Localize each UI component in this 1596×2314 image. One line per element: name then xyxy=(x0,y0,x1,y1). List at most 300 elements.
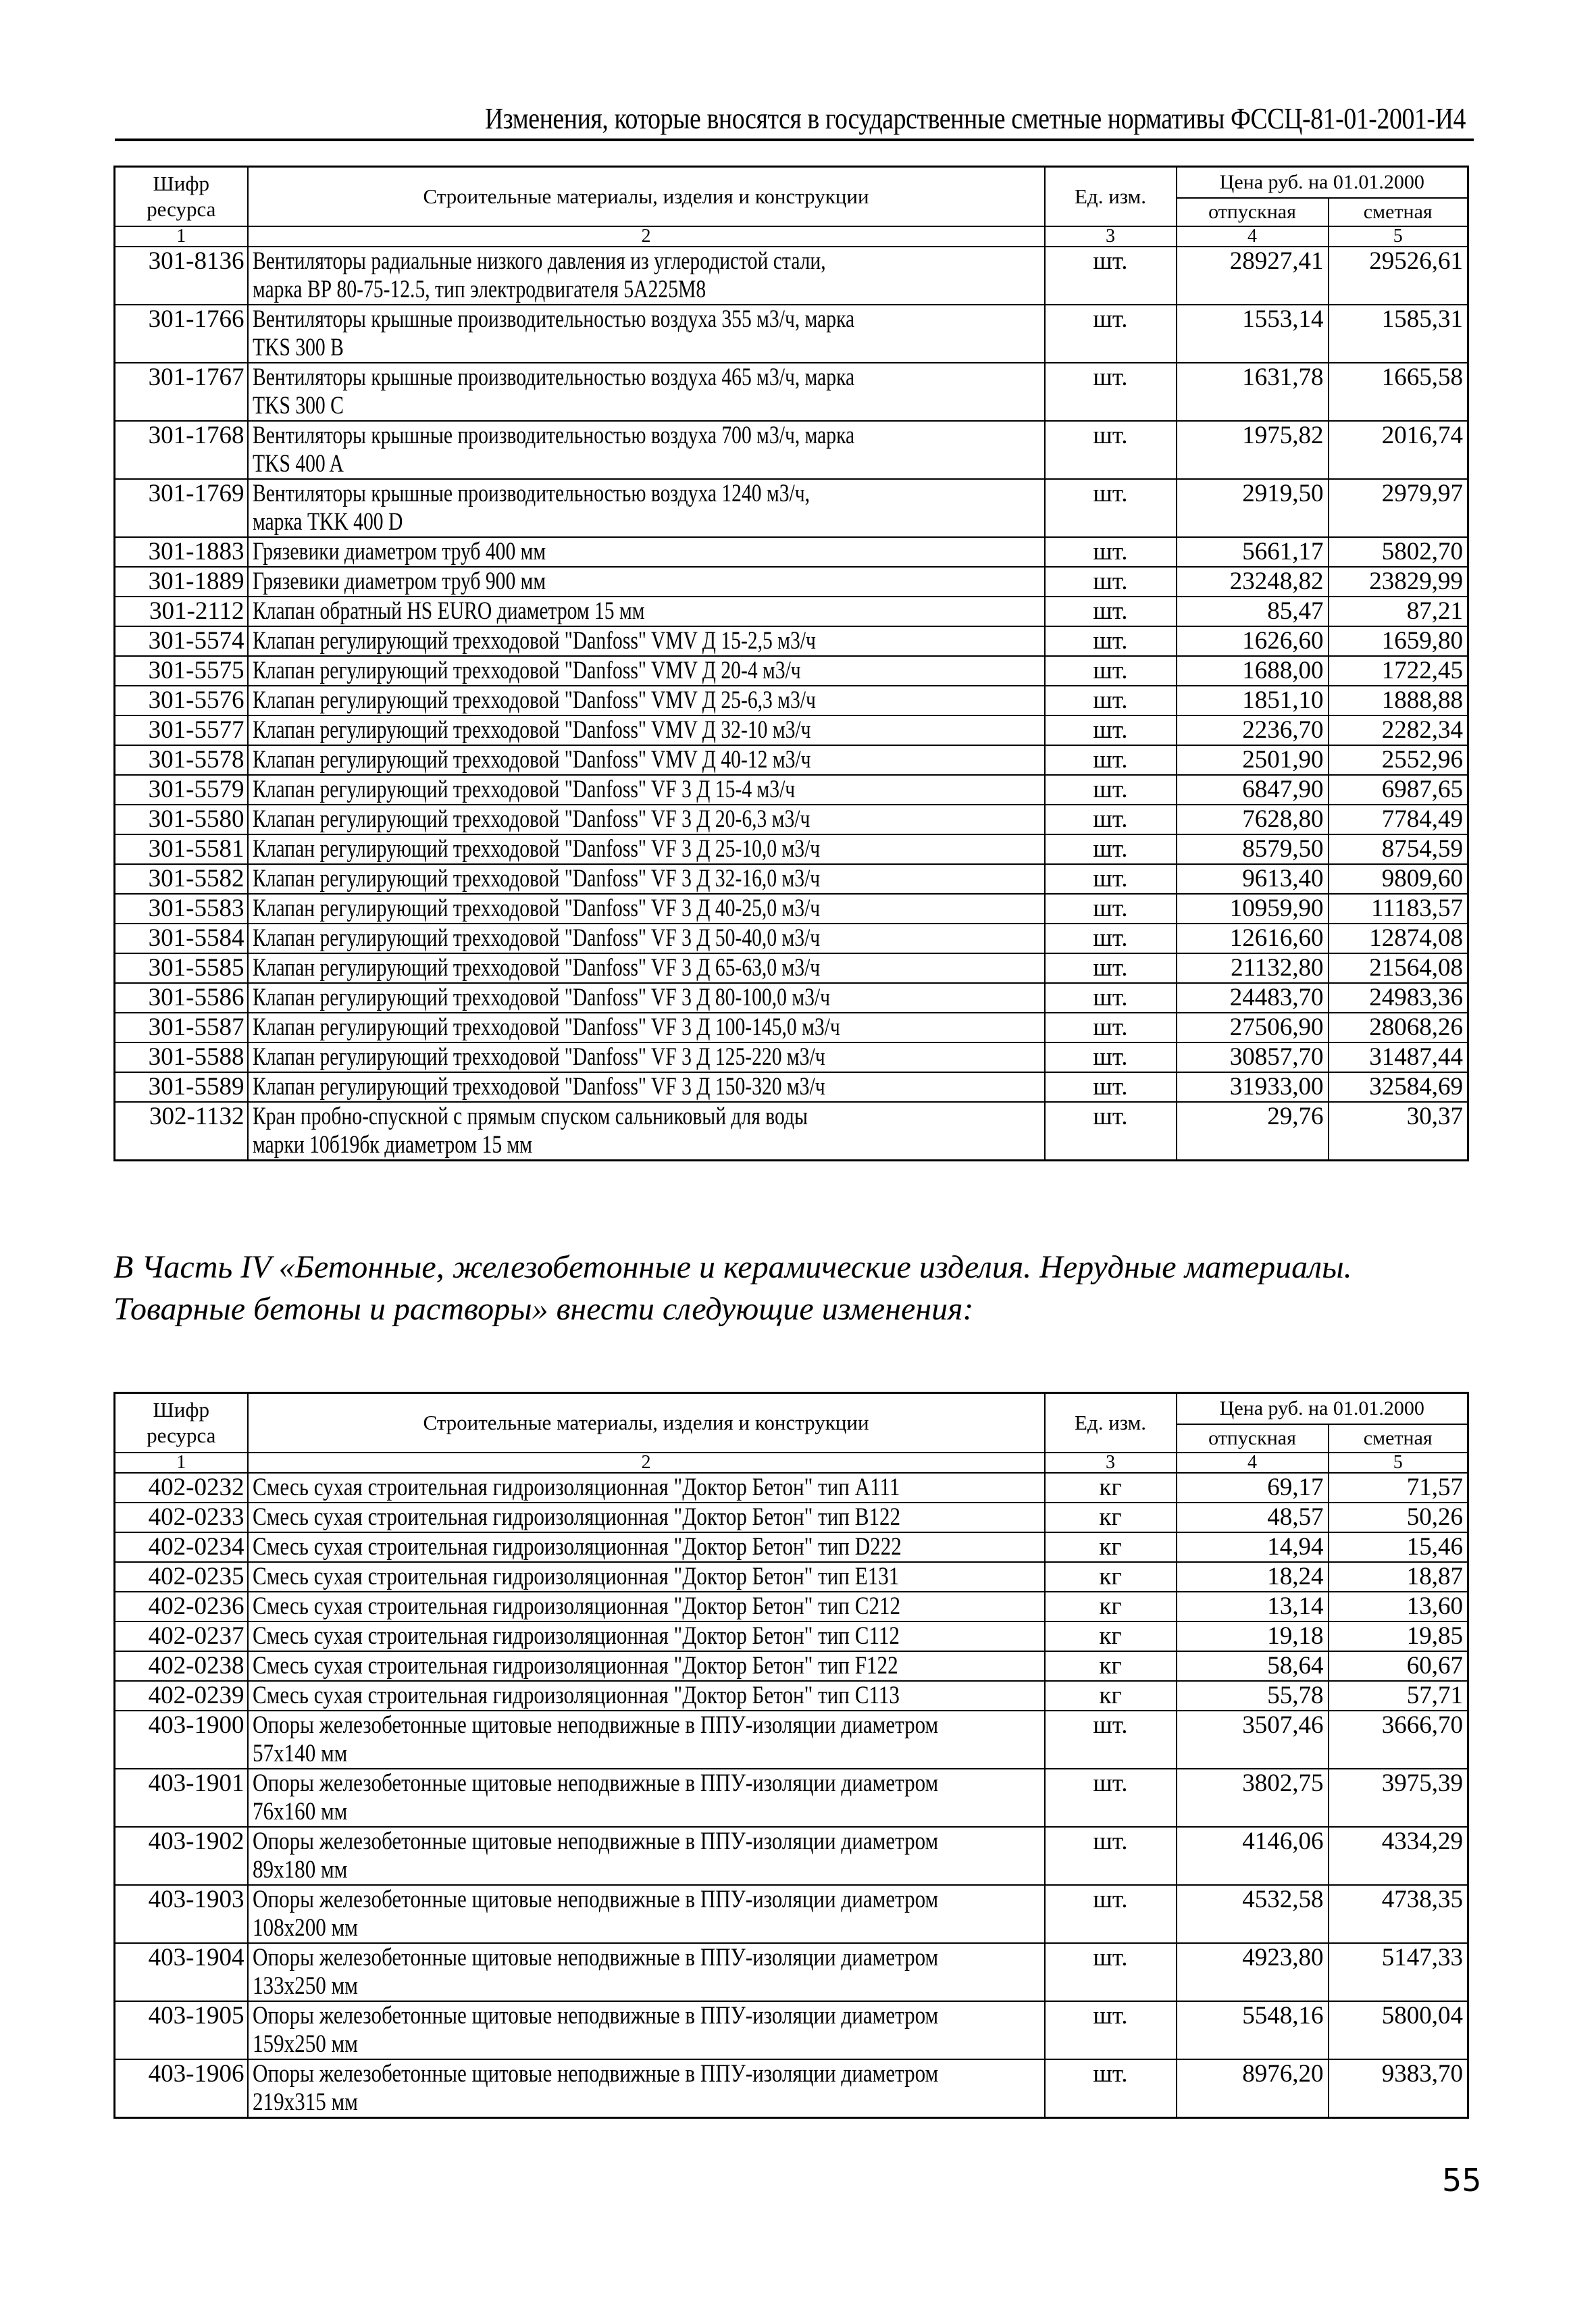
cell-price-release: 14,94 xyxy=(1177,1532,1329,1562)
page-number: 55 xyxy=(1442,2162,1482,2198)
cell-unit: шт. xyxy=(1045,1885,1177,1943)
cell-code: 301-2112 xyxy=(115,597,248,626)
cell-code: 301-5585 xyxy=(115,953,248,983)
table-row xyxy=(115,1681,1468,1711)
table-row xyxy=(115,1503,1468,1532)
cell-unit: шт. xyxy=(1045,2059,1177,2118)
cell-name xyxy=(248,1072,1045,1102)
cell-price-release: 1851,10 xyxy=(1177,686,1329,715)
name-line-2: TKS 400 A xyxy=(252,449,344,478)
cell-name xyxy=(248,2059,1045,2118)
table-row xyxy=(115,894,1468,924)
cell-price-estimate: 23829,99 xyxy=(1329,567,1468,597)
cell-price-release: 58,64 xyxy=(1177,1651,1329,1681)
cell-price-estimate: 28068,26 xyxy=(1329,1013,1468,1042)
cell-code: 402-0236 xyxy=(115,1592,248,1621)
cell-name xyxy=(248,2001,1045,2059)
name-line-1: Смесь сухая строительная гидроизоляционная "Доктор Бетон" тип C212 xyxy=(252,1592,900,1620)
table-row xyxy=(115,1827,1468,1885)
cell-price-estimate: 2016,74 xyxy=(1329,421,1468,479)
cell-unit: шт. xyxy=(1045,1072,1177,1102)
name-line-1: Смесь сухая строительная гидроизоляционная "Доктор Бетон" тип F122 xyxy=(252,1651,898,1680)
cell-code: 301-1883 xyxy=(115,537,248,567)
table-row xyxy=(115,1711,1468,1769)
table-row xyxy=(115,1562,1468,1592)
col-number: 1 xyxy=(115,1453,248,1473)
table-row xyxy=(115,775,1468,805)
cell-price-release: 3507,46 xyxy=(1177,1711,1329,1769)
cell-code: 402-0239 xyxy=(115,1681,248,1711)
cell-code: 301-8136 xyxy=(115,247,248,305)
cell-name xyxy=(248,686,1045,715)
table-row xyxy=(115,1885,1468,1943)
cell-price-estimate: 4334,29 xyxy=(1329,1827,1468,1885)
col-number: 4 xyxy=(1177,226,1329,247)
cell-name xyxy=(248,1943,1045,2001)
cell-unit: кг xyxy=(1045,1592,1177,1621)
cell-unit: шт. xyxy=(1045,247,1177,305)
table-row xyxy=(115,363,1468,421)
col-header-unit: Ед. изм. xyxy=(1045,167,1177,226)
table-row xyxy=(115,2001,1468,2059)
cell-price-release: 7628,80 xyxy=(1177,805,1329,834)
cell-price-estimate: 32584,69 xyxy=(1329,1072,1468,1102)
cell-price-release: 69,17 xyxy=(1177,1473,1329,1503)
cell-code: 403-1906 xyxy=(115,2059,248,2118)
cell-code: 402-0233 xyxy=(115,1503,248,1532)
cell-price-estimate: 71,57 xyxy=(1329,1473,1468,1503)
cell-price-release: 19,18 xyxy=(1177,1621,1329,1651)
cell-unit: шт. xyxy=(1045,305,1177,363)
col-number: 5 xyxy=(1329,226,1468,247)
cell-price-release: 8579,50 xyxy=(1177,834,1329,864)
cell-name xyxy=(248,1711,1045,1769)
name-line-1: Клапан регулирующий трехходовой "Danfoss" VF 3 Д 65-63,0 м3/ч xyxy=(252,953,820,982)
table-row xyxy=(115,567,1468,597)
name-line-1: Опоры железобетонные щитовые неподвижные в ППУ-изоляции диаметром xyxy=(252,1943,938,1971)
cell-code: 301-5578 xyxy=(115,745,248,775)
cell-price-release: 2236,70 xyxy=(1177,715,1329,745)
cell-unit: кг xyxy=(1045,1503,1177,1532)
col-header-code: Шифр ресурса xyxy=(115,1393,248,1453)
name-line-1: Опоры железобетонные щитовые неподвижные в ППУ-изоляции диаметром xyxy=(252,2001,938,2030)
cell-price-estimate: 3975,39 xyxy=(1329,1769,1468,1827)
cell-name xyxy=(248,1473,1045,1503)
name-line-1: Клапан регулирующий трехходовой "Danfoss" VMV Д 32-10 м3/ч xyxy=(252,715,810,744)
cell-unit: шт. xyxy=(1045,1827,1177,1885)
cell-name xyxy=(248,1592,1045,1621)
cell-price-release: 28927,41 xyxy=(1177,247,1329,305)
cell-unit: шт. xyxy=(1045,805,1177,834)
name-line-1: Опоры железобетонные щитовые неподвижные в ППУ-изоляции диаметром xyxy=(252,1827,938,1855)
name-line-2: 219x315 мм xyxy=(252,2088,358,2116)
cell-code: 403-1905 xyxy=(115,2001,248,2059)
name-line-2: 57x140 мм xyxy=(252,1739,347,1767)
name-line-1: Клапан регулирующий трехходовой "Danfoss" VF 3 Д 15-4 м3/ч xyxy=(252,775,795,803)
table-row xyxy=(115,924,1468,953)
name-line-2: 89x180 мм xyxy=(252,1855,347,1884)
table-header xyxy=(115,167,1468,247)
name-line-1: Клапан регулирующий трехходовой "Danfoss" VF 3 Д 40-25,0 м3/ч xyxy=(252,894,820,922)
name-line-1: Смесь сухая строительная гидроизоляционная "Доктор Бетон" тип A111 xyxy=(252,1473,900,1501)
table-row xyxy=(115,537,1468,567)
cell-unit: шт. xyxy=(1045,1769,1177,1827)
cell-price-estimate: 31487,44 xyxy=(1329,1042,1468,1072)
col-header-price-estimate: сметная xyxy=(1329,1424,1468,1453)
name-line-1: Грязевики диаметром труб 400 мм xyxy=(252,537,546,565)
cell-price-release: 29,76 xyxy=(1177,1102,1329,1161)
col-header-price-release: отпускная xyxy=(1177,1424,1329,1453)
name-line-2: 76x160 мм xyxy=(252,1797,347,1826)
cell-price-release: 4923,80 xyxy=(1177,1943,1329,2001)
cell-price-estimate: 21564,08 xyxy=(1329,953,1468,983)
cell-price-release: 13,14 xyxy=(1177,1592,1329,1621)
cell-unit: шт. xyxy=(1045,537,1177,567)
col-header-unit: Ед. изм. xyxy=(1045,1393,1177,1453)
name-line-2: 133x250 мм xyxy=(252,1971,358,2000)
cell-unit: шт. xyxy=(1045,864,1177,894)
table-row xyxy=(115,1042,1468,1072)
cell-price-release: 9613,40 xyxy=(1177,864,1329,894)
name-line-1: Клапан регулирующий трехходовой "Danfoss" VMV Д 25-6,3 м3/ч xyxy=(252,686,816,714)
name-line-1: Смесь сухая строительная гидроизоляционная "Доктор Бетон" тип E131 xyxy=(252,1562,899,1590)
cell-unit: шт. xyxy=(1045,745,1177,775)
cell-unit: кг xyxy=(1045,1562,1177,1592)
cell-unit: шт. xyxy=(1045,567,1177,597)
cell-code: 301-5582 xyxy=(115,864,248,894)
cell-name xyxy=(248,247,1045,305)
cell-unit: кг xyxy=(1045,1532,1177,1562)
name-line-1: Смесь сухая строительная гидроизоляционная "Доктор Бетон" тип D222 xyxy=(252,1532,902,1561)
cell-price-estimate: 2979,97 xyxy=(1329,479,1468,537)
col-number: 1 xyxy=(115,226,248,247)
cell-code: 301-5575 xyxy=(115,656,248,686)
cell-name xyxy=(248,1681,1045,1711)
table-row xyxy=(115,421,1468,479)
cell-price-estimate: 12874,08 xyxy=(1329,924,1468,953)
table-row xyxy=(115,1621,1468,1651)
cell-unit: шт. xyxy=(1045,1943,1177,2001)
cell-price-estimate: 3666,70 xyxy=(1329,1711,1468,1769)
cell-name xyxy=(248,1885,1045,1943)
cell-price-release: 48,57 xyxy=(1177,1503,1329,1532)
table-row xyxy=(115,1473,1468,1503)
cell-price-estimate: 1659,80 xyxy=(1329,626,1468,656)
cell-code: 301-5576 xyxy=(115,686,248,715)
cell-price-release: 2501,90 xyxy=(1177,745,1329,775)
cell-name xyxy=(248,597,1045,626)
cell-unit: шт. xyxy=(1045,2001,1177,2059)
cell-unit: шт. xyxy=(1045,656,1177,686)
cell-name xyxy=(248,805,1045,834)
cell-name xyxy=(248,1503,1045,1532)
cell-unit: шт. xyxy=(1045,1042,1177,1072)
table-row xyxy=(115,2059,1468,2118)
cell-code: 301-1889 xyxy=(115,567,248,597)
cell-price-release: 5548,16 xyxy=(1177,2001,1329,2059)
col-number: 2 xyxy=(248,1453,1045,1473)
cell-price-release: 1631,78 xyxy=(1177,363,1329,421)
cell-unit: шт. xyxy=(1045,894,1177,924)
column-number-row xyxy=(115,1453,1468,1473)
cell-price-release: 18,24 xyxy=(1177,1562,1329,1592)
section-heading-line2: Товарные бетоны и растворы» внести следующие изменения: xyxy=(113,1291,974,1327)
name-line-1: Вентиляторы крышные производительностью воздуха 355 м3/ч, марка xyxy=(252,305,854,333)
cell-price-estimate: 2552,96 xyxy=(1329,745,1468,775)
cell-name xyxy=(248,656,1045,686)
name-line-1: Клапан регулирующий трехходовой "Danfoss" VF 3 Д 20-6,3 м3/ч xyxy=(252,805,810,833)
table-row xyxy=(115,834,1468,864)
cell-unit: шт. xyxy=(1045,597,1177,626)
cell-name xyxy=(248,775,1045,805)
cell-price-release: 8976,20 xyxy=(1177,2059,1329,2118)
cell-code: 301-5574 xyxy=(115,626,248,656)
cell-price-release: 3802,75 xyxy=(1177,1769,1329,1827)
cell-code: 301-5583 xyxy=(115,894,248,924)
cell-unit: шт. xyxy=(1045,1102,1177,1161)
cell-price-estimate: 2282,34 xyxy=(1329,715,1468,745)
name-line-1: Клапан регулирующий трехходовой "Danfoss" VF 3 Д 80-100,0 м3/ч xyxy=(252,983,830,1011)
name-line-1: Вентиляторы крышные производительностью воздуха 700 м3/ч, марка xyxy=(252,421,854,449)
cell-name xyxy=(248,894,1045,924)
cell-price-estimate: 60,67 xyxy=(1329,1651,1468,1681)
cell-name xyxy=(248,305,1045,363)
cell-code: 301-1766 xyxy=(115,305,248,363)
cell-price-release: 12616,60 xyxy=(1177,924,1329,953)
cell-price-estimate: 1888,88 xyxy=(1329,686,1468,715)
col-header-name: Строительные материалы, изделия и конструкции xyxy=(248,1393,1045,1453)
column-number-row xyxy=(115,226,1468,247)
name-line-1: Опоры железобетонные щитовые неподвижные в ППУ-изоляции диаметром xyxy=(252,1711,938,1739)
name-line-1: Клапан регулирующий трехходовой "Danfoss" VMV Д 15-2,5 м3/ч xyxy=(252,626,816,655)
name-line-1: Клапан регулирующий трехходовой "Danfoss" VF 3 Д 150-320 м3/ч xyxy=(252,1072,825,1101)
cell-code: 301-5584 xyxy=(115,924,248,953)
name-line-1: Клапан регулирующий трехходовой "Danfoss" VF 3 Д 125-220 м3/ч xyxy=(252,1042,825,1071)
table-row xyxy=(115,656,1468,686)
table-row xyxy=(115,1102,1468,1161)
table-row xyxy=(115,1651,1468,1681)
name-line-1: Клапан регулирующий трехходовой "Danfoss" VF 3 Д 32-16,0 м3/ч xyxy=(252,864,820,892)
name-line-2: TKS 300 C xyxy=(252,391,344,420)
name-line-2: марка ВР 80-75-12.5, тип электродвигателя 5А225М8 xyxy=(252,275,706,303)
cell-price-estimate: 19,85 xyxy=(1329,1621,1468,1651)
cell-price-release: 1626,60 xyxy=(1177,626,1329,656)
cell-price-estimate: 5802,70 xyxy=(1329,537,1468,567)
cell-price-estimate: 1665,58 xyxy=(1329,363,1468,421)
cell-code: 301-5589 xyxy=(115,1072,248,1102)
name-line-1: Смесь сухая строительная гидроизоляционная "Доктор Бетон" тип C113 xyxy=(252,1681,900,1709)
name-line-1: Кран пробно-спускной с прямым спуском сальниковый для воды xyxy=(252,1102,808,1130)
cell-unit: шт. xyxy=(1045,775,1177,805)
cell-name xyxy=(248,537,1045,567)
cell-code: 402-0237 xyxy=(115,1621,248,1651)
name-line-1: Клапан обратный HS EURO диаметром 15 мм xyxy=(252,597,644,625)
cell-code: 402-0234 xyxy=(115,1532,248,1562)
table-row xyxy=(115,479,1468,537)
cell-price-estimate: 1722,45 xyxy=(1329,656,1468,686)
cell-code: 301-5581 xyxy=(115,834,248,864)
cell-code: 403-1900 xyxy=(115,1711,248,1769)
name-line-1: Грязевики диаметром труб 900 мм xyxy=(252,567,546,595)
cell-price-estimate: 5800,04 xyxy=(1329,2001,1468,2059)
cell-code: 402-0238 xyxy=(115,1651,248,1681)
cell-price-estimate: 9383,70 xyxy=(1329,2059,1468,2118)
cell-price-release: 4532,58 xyxy=(1177,1885,1329,1943)
cell-name xyxy=(248,421,1045,479)
col-number: 5 xyxy=(1329,1453,1468,1473)
cell-price-estimate: 57,71 xyxy=(1329,1681,1468,1711)
cell-price-release: 31933,00 xyxy=(1177,1072,1329,1102)
name-line-1: Клапан регулирующий трехходовой "Danfoss" VF 3 Д 100-145,0 м3/ч xyxy=(252,1013,840,1041)
cell-price-estimate: 87,21 xyxy=(1329,597,1468,626)
cell-code: 301-5587 xyxy=(115,1013,248,1042)
cell-unit: шт. xyxy=(1045,1013,1177,1042)
cell-name xyxy=(248,834,1045,864)
cell-price-estimate: 6987,65 xyxy=(1329,775,1468,805)
cell-name xyxy=(248,864,1045,894)
col-header-code-text: Шифр ресурса xyxy=(147,171,216,221)
cell-price-estimate: 7784,49 xyxy=(1329,805,1468,834)
cell-unit: шт. xyxy=(1045,715,1177,745)
cell-price-estimate: 30,37 xyxy=(1329,1102,1468,1161)
cell-price-release: 1975,82 xyxy=(1177,421,1329,479)
cell-unit: шт. xyxy=(1045,834,1177,864)
cell-price-release: 10959,90 xyxy=(1177,894,1329,924)
cell-name xyxy=(248,1013,1045,1042)
cell-price-estimate: 50,26 xyxy=(1329,1503,1468,1532)
cell-name xyxy=(248,745,1045,775)
cell-price-estimate: 4738,35 xyxy=(1329,1885,1468,1943)
cell-price-estimate: 5147,33 xyxy=(1329,1943,1468,2001)
name-line-1: Опоры железобетонные щитовые неподвижные в ППУ-изоляции диаметром xyxy=(252,2059,938,2088)
cell-code: 402-0235 xyxy=(115,1562,248,1592)
cell-code: 301-5580 xyxy=(115,805,248,834)
cell-unit: шт. xyxy=(1045,479,1177,537)
cell-code: 302-1132 xyxy=(115,1102,248,1161)
cell-price-release: 5661,17 xyxy=(1177,537,1329,567)
cell-price-release: 4146,06 xyxy=(1177,1827,1329,1885)
cell-unit: шт. xyxy=(1045,1711,1177,1769)
cell-unit: шт. xyxy=(1045,686,1177,715)
cell-price-release: 6847,90 xyxy=(1177,775,1329,805)
cell-unit: кг xyxy=(1045,1651,1177,1681)
cell-price-release: 27506,90 xyxy=(1177,1013,1329,1042)
table-row xyxy=(115,715,1468,745)
cell-price-estimate: 1585,31 xyxy=(1329,305,1468,363)
price-table-part4 xyxy=(113,1392,1469,2119)
cell-name xyxy=(248,1769,1045,1827)
col-number: 2 xyxy=(248,226,1045,247)
name-line-1: Клапан регулирующий трехходовой "Danfoss" VMV Д 40-12 м3/ч xyxy=(252,745,810,774)
cell-name xyxy=(248,1042,1045,1072)
col-number: 4 xyxy=(1177,1453,1329,1473)
cell-code: 402-0232 xyxy=(115,1473,248,1503)
cell-code: 403-1904 xyxy=(115,1943,248,2001)
cell-unit: шт. xyxy=(1045,924,1177,953)
cell-code: 301-1768 xyxy=(115,421,248,479)
cell-price-release: 55,78 xyxy=(1177,1681,1329,1711)
cell-price-release: 1553,14 xyxy=(1177,305,1329,363)
cell-unit: кг xyxy=(1045,1473,1177,1503)
cell-code: 403-1901 xyxy=(115,1769,248,1827)
name-line-2: 159x250 мм xyxy=(252,2030,358,2058)
cell-name xyxy=(248,953,1045,983)
name-line-1: Вентиляторы радиальные низкого давления из углеродистой стали, xyxy=(252,247,826,275)
cell-name xyxy=(248,363,1045,421)
table-row xyxy=(115,247,1468,305)
cell-code: 403-1903 xyxy=(115,1885,248,1943)
col-header-price-release: отпускная xyxy=(1177,198,1329,226)
col-header-price-group: Цена руб. на 01.01.2000 xyxy=(1177,1393,1468,1424)
section-heading-line1: В Часть IV «Бетонные, железобетонные и керамические изделия. Нерудные материалы. xyxy=(113,1249,1352,1285)
cell-unit: кг xyxy=(1045,1681,1177,1711)
cell-code: 301-5586 xyxy=(115,983,248,1013)
cell-unit: шт. xyxy=(1045,983,1177,1013)
header-rule xyxy=(115,139,1474,141)
cell-unit: шт. xyxy=(1045,953,1177,983)
cell-code: 301-1769 xyxy=(115,479,248,537)
col-header-price-estimate: сметная xyxy=(1329,198,1468,226)
cell-name xyxy=(248,1102,1045,1161)
cell-price-release: 85,47 xyxy=(1177,597,1329,626)
name-line-2: марка TKK 400 D xyxy=(252,507,403,536)
cell-price-release: 1688,00 xyxy=(1177,656,1329,686)
cell-name xyxy=(248,626,1045,656)
cell-price-estimate: 13,60 xyxy=(1329,1592,1468,1621)
cell-unit: шт. xyxy=(1045,363,1177,421)
cell-name xyxy=(248,1827,1045,1885)
cell-unit: шт. xyxy=(1045,421,1177,479)
cell-price-estimate: 15,46 xyxy=(1329,1532,1468,1562)
cell-price-estimate: 29526,61 xyxy=(1329,247,1468,305)
cell-price-estimate: 9809,60 xyxy=(1329,864,1468,894)
table-row xyxy=(115,1013,1468,1042)
cell-name xyxy=(248,715,1045,745)
cell-code: 301-1767 xyxy=(115,363,248,421)
cell-name xyxy=(248,1651,1045,1681)
cell-name xyxy=(248,1532,1045,1562)
table-row xyxy=(115,983,1468,1013)
page-header-title: Изменения, которые вносятся в государственные сметные нормативы ФССЦ-81-01-2001-И4 xyxy=(484,102,1466,135)
cell-name xyxy=(248,1621,1045,1651)
table-body xyxy=(115,1473,1468,2118)
table-row xyxy=(115,597,1468,626)
cell-name xyxy=(248,983,1045,1013)
cell-name xyxy=(248,479,1045,537)
name-line-2: TKS 300 B xyxy=(252,333,344,361)
table-row xyxy=(115,626,1468,656)
name-line-1: Опоры железобетонные щитовые неподвижные в ППУ-изоляции диаметром xyxy=(252,1885,938,1913)
table-body xyxy=(115,247,1468,1161)
name-line-1: Смесь сухая строительная гидроизоляционная "Доктор Бетон" тип B122 xyxy=(252,1503,900,1531)
table-row xyxy=(115,745,1468,775)
cell-price-release: 24483,70 xyxy=(1177,983,1329,1013)
cell-unit: кг xyxy=(1045,1621,1177,1651)
cell-price-release: 30857,70 xyxy=(1177,1042,1329,1072)
cell-price-release: 21132,80 xyxy=(1177,953,1329,983)
name-line-1: Клапан регулирующий трехходовой "Danfoss" VF 3 Д 25-10,0 м3/ч xyxy=(252,834,820,863)
name-line-1: Опоры железобетонные щитовые неподвижные в ППУ-изоляции диаметром xyxy=(252,1769,938,1797)
table-row xyxy=(115,1532,1468,1562)
table-row xyxy=(115,1769,1468,1827)
price-table-part3 xyxy=(113,166,1469,1161)
table-row xyxy=(115,305,1468,363)
table-row xyxy=(115,1943,1468,2001)
name-line-2: марки 10б19бк диаметром 15 мм xyxy=(252,1130,532,1159)
table-row xyxy=(115,953,1468,983)
cell-code: 301-5579 xyxy=(115,775,248,805)
col-header-price-group: Цена руб. на 01.01.2000 xyxy=(1177,167,1468,198)
